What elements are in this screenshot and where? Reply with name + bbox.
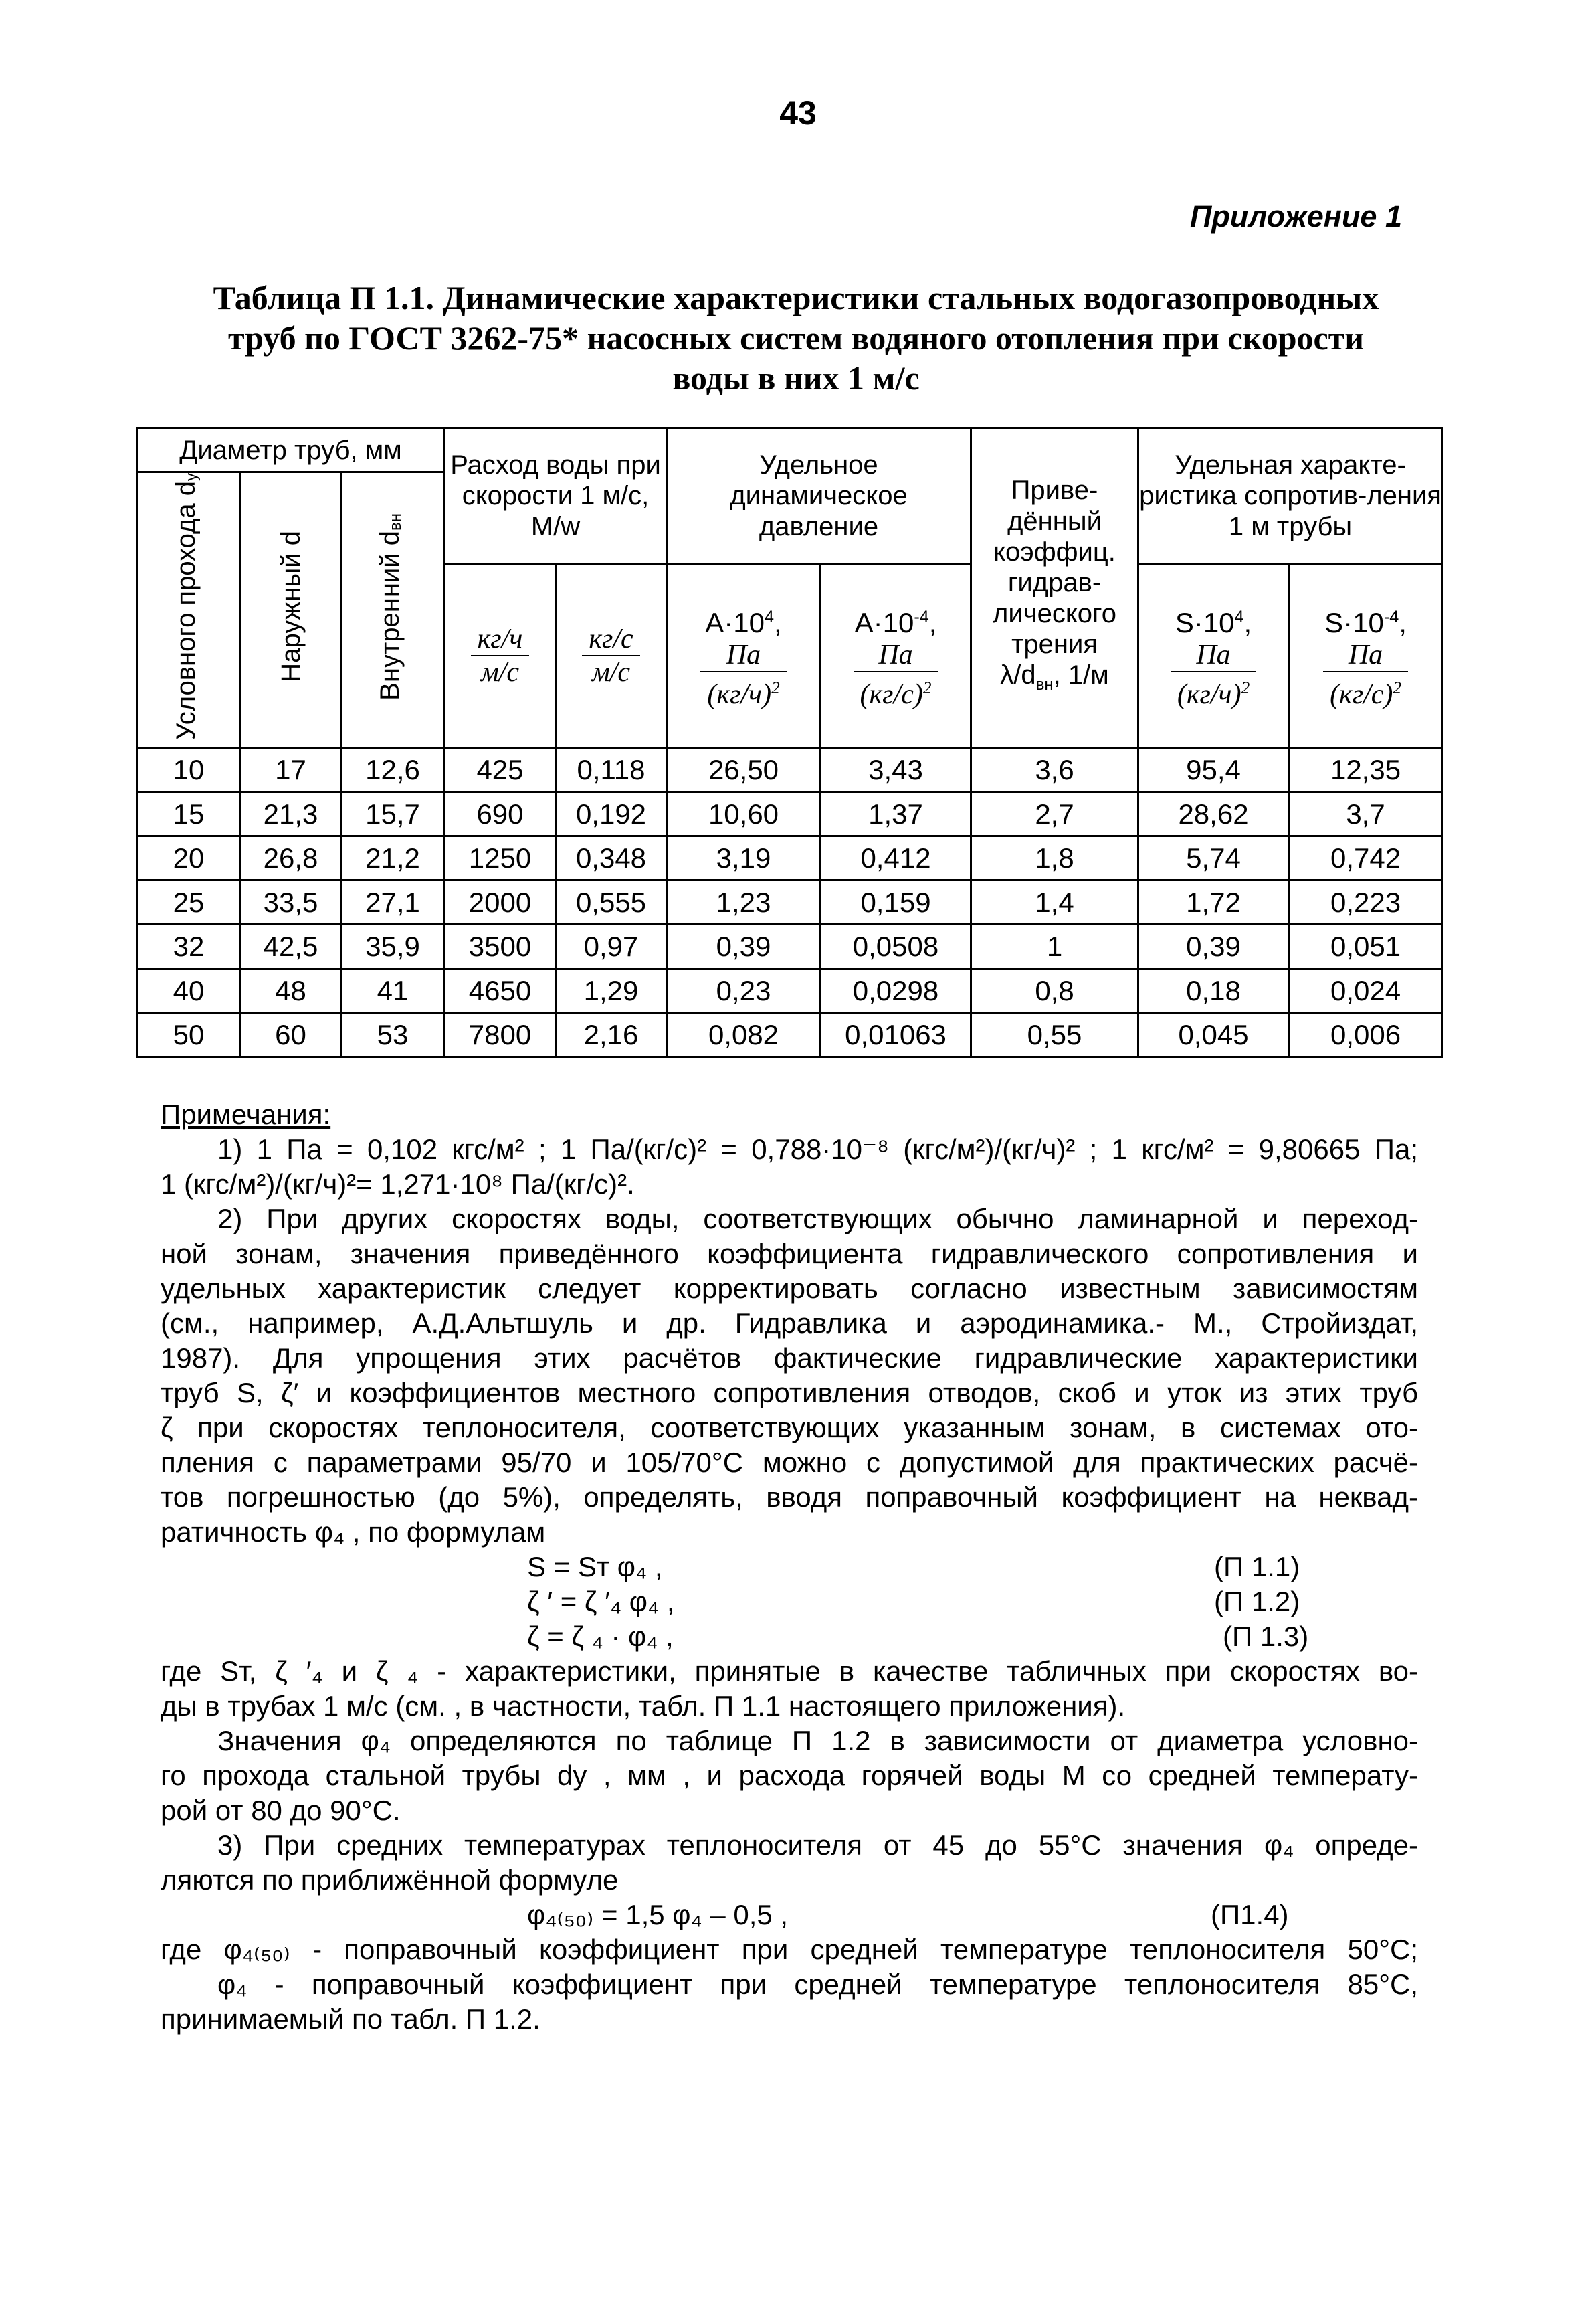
table-cell: 3,19 — [667, 836, 821, 881]
table-cell: 25 — [137, 881, 241, 925]
note-line: пления с параметрами 95/70 и 105/70°С можно с допустимой для практических расчё- — [161, 1447, 1418, 1478]
table-cell: 2000 — [445, 881, 556, 925]
table-cell: 0,024 — [1289, 969, 1443, 1013]
table-row — [137, 1013, 1443, 1057]
diameter-group-header: Диаметр труб, мм — [137, 428, 445, 472]
formula-expression: ζ ′ = ζ ′₄ φ₄ , — [527, 1586, 675, 1617]
table-title-line: Таблица П 1.1. Динамические характеристики стальных водогазопроводных — [213, 279, 1379, 316]
flow-kgh-header: $\frac{кг/ч}{м/с}$ — [445, 564, 556, 748]
table-cell: 0,18 — [1138, 969, 1289, 1013]
note-line: где Sт, ζ ′₄ и ζ ₄ - характеристики, принятые в качестве табличных при скоростях во- — [161, 1655, 1418, 1687]
data-table — [136, 427, 1443, 1058]
table-cell: 0,412 — [821, 836, 971, 881]
table-cell: 0,23 — [667, 969, 821, 1013]
friction-unit: $\lambda/d_{вн}$, 1/м — [1000, 660, 1109, 694]
table-cell: 10 — [137, 748, 241, 792]
table-cell: 33,5 — [241, 881, 341, 925]
note-values — [161, 1724, 1418, 1793]
table-body — [137, 748, 1443, 1057]
table-cell: 21,3 — [241, 792, 341, 836]
formula-row — [161, 1619, 1418, 1654]
note-line: 1) 1 Па = 0,102 кгс/м² ; 1 Па/(кг/с)² = 0,788·10⁻⁸ (кгс/м²)/(кг/ч)² ; 1 кгс/м² = 9,80665 Па; — [217, 1133, 1418, 1165]
notes — [161, 1097, 1418, 2037]
table-cell: 0,348 — [556, 836, 667, 881]
note-line: где φ₄₍₅₀₎ - поправочный коэффициент при средней температуре теплоносителя 50°С; — [161, 1934, 1418, 1965]
note-line: ляются по приближённой формуле — [161, 1864, 619, 1896]
table-cell: 1,37 — [821, 792, 971, 836]
table-row — [137, 748, 1443, 792]
table-cell: 4650 — [445, 969, 556, 1013]
note-line: Значения φ₄ определяются по таблице П 1.2 в зависимости от диаметра условно- — [217, 1725, 1418, 1756]
formula-ref: (П 1.2) — [1214, 1586, 1300, 1617]
table-cell: 10,60 — [667, 792, 821, 836]
table-cell: 0,118 — [556, 748, 667, 792]
formula-expression: ζ = ζ ₄ · φ₄ , — [527, 1621, 674, 1652]
table-cell: 0,0298 — [821, 969, 971, 1013]
pressure-group-header: Удельное динамическое давление — [667, 428, 971, 564]
table-cell: 32 — [137, 925, 241, 969]
col-inner-header: Внутренний $d_{вн}$ — [341, 472, 445, 748]
formula-row — [161, 1898, 1418, 1932]
a-neg-header: $А\cdot 10^{-4}$, $\frac{Па}{(кг/с)^2}$ — [821, 564, 971, 748]
table-cell: 0,082 — [667, 1013, 821, 1057]
formula-expression: S = Sт φ₄ , — [527, 1551, 663, 1582]
note-line: 3) При средних температурах теплоносителя от 45 до 55°С значения φ₄ опреде- — [217, 1829, 1418, 1861]
table-title-line: труб по ГОСТ 3262-75* насосных систем водяного отопления при скорости — [227, 319, 1365, 357]
formula-row — [161, 1550, 1418, 1584]
s-pos-header: $S\cdot 10^4$, $\frac{Па}{(кг/ч)^2}$ — [1138, 564, 1289, 748]
table-cell: 1,8 — [971, 836, 1138, 881]
note-line: 1987). Для упрощения этих расчётов фактические гидравлические характеристики — [161, 1342, 1418, 1374]
table-cell: 0,0508 — [821, 925, 971, 969]
table-cell: 0,051 — [1289, 925, 1443, 969]
table-cell: 15 — [137, 792, 241, 836]
note-line: принимаемый по табл. П 1.2. — [161, 2003, 540, 2035]
table-cell: 0,97 — [556, 925, 667, 969]
table-cell: 0,39 — [667, 925, 821, 969]
table-title — [174, 278, 1418, 398]
note-line: φ₄ - поправочный коэффициент при средней температуре теплоносителя 85°С, — [217, 1968, 1418, 2000]
table-cell: 1250 — [445, 836, 556, 881]
table-cell: 40 — [137, 969, 241, 1013]
table-cell: 12,6 — [341, 748, 445, 792]
note-line: 2) При других скоростях воды, соответствующих обычно ламинарной и переход- — [217, 1203, 1418, 1234]
table-cell: 48 — [241, 969, 341, 1013]
table-row — [137, 836, 1443, 881]
formula-ref: (П 1.3) — [1223, 1621, 1309, 1652]
table-cell: 12,35 — [1289, 748, 1443, 792]
table-cell: 15,7 — [341, 792, 445, 836]
note-line: труб S, ζ′ и коэффициентов местного сопротивления отводов, скоб и уток из этих труб — [161, 1377, 1418, 1408]
table-cell: 5,74 — [1138, 836, 1289, 881]
table-cell: 17 — [241, 748, 341, 792]
table-row — [137, 969, 1443, 1013]
table-cell: 0,55 — [971, 1013, 1138, 1057]
table-row — [137, 881, 1443, 925]
note-line: (см., например, А.Д.Альтшуль и др. Гидравлика и аэродинамика.- М., Стройиздат, — [161, 1307, 1418, 1339]
formula-row — [161, 1584, 1418, 1619]
table-cell: 2,16 — [556, 1013, 667, 1057]
table-cell: 1,4 — [971, 881, 1138, 925]
table-cell: 3,6 — [971, 748, 1138, 792]
note-line: ратичность φ₄ , по формулам — [161, 1516, 546, 1548]
table-cell: 21,2 — [341, 836, 445, 881]
table-cell: 1,29 — [556, 969, 667, 1013]
table-cell: 1,72 — [1138, 881, 1289, 925]
note-line: ной зонам, значения приведённого коэффициента гидравлического сопротивления и — [161, 1238, 1418, 1269]
table-cell: 41 — [341, 969, 445, 1013]
table-cell: 1 — [971, 925, 1138, 969]
notes-heading: Примечания: — [161, 1099, 331, 1130]
table-cell: 0,223 — [1289, 881, 1443, 925]
appendix-label: Приложение 1 — [1189, 199, 1402, 234]
table-cell: 0,39 — [1138, 925, 1289, 969]
table-cell: 7800 — [445, 1013, 556, 1057]
note-2 — [161, 1202, 1418, 1515]
formula-ref: (П1.4) — [1211, 1899, 1289, 1930]
table-cell: 0,006 — [1289, 1013, 1443, 1057]
friction-group-label: Приве-дённый коэффиц. гидрав-лического трения — [993, 476, 1116, 659]
formula-ref: (П 1.1) — [1214, 1551, 1300, 1582]
table-cell: 60 — [241, 1013, 341, 1057]
table-cell: 27,1 — [341, 881, 445, 925]
table-cell: 2,7 — [971, 792, 1138, 836]
col-conditional-header: Условного прохода $d_у$ — [137, 472, 241, 748]
friction-header — [971, 428, 1138, 748]
resistance-group-header: Удельная характе-ристика сопротив-ления 1 м трубы — [1138, 428, 1443, 564]
table-cell: 95,4 — [1138, 748, 1289, 792]
table-cell: 26,50 — [667, 748, 821, 792]
flow-group-header: Расход воды при скорости 1 м/с, M/w — [445, 428, 667, 564]
table-cell: 425 — [445, 748, 556, 792]
table-cell: 3,7 — [1289, 792, 1443, 836]
table-cell: 42,5 — [241, 925, 341, 969]
table-cell: 690 — [445, 792, 556, 836]
table-cell: 28,62 — [1138, 792, 1289, 836]
s-neg-header: $S\cdot 10^{-4}$, $\frac{Па}{(кг/с)^2}$ — [1289, 564, 1443, 748]
col-outer-header: Наружный d — [241, 472, 341, 748]
table-cell: 3500 — [445, 925, 556, 969]
table-cell: 53 — [341, 1013, 445, 1057]
table-cell: 3,43 — [821, 748, 971, 792]
table-row — [137, 925, 1443, 969]
table-title-line: воды в них 1 м/с — [672, 359, 920, 397]
flow-kgs-header: $\frac{кг/с}{м/с}$ — [556, 564, 667, 748]
table-cell: 0,159 — [821, 881, 971, 925]
note-line: ды в трубах 1 м/с (см. , в частности, табл. П 1.1 настоящего приложения). — [161, 1690, 1126, 1722]
note-line: го прохода стальной трубы dу , мм , и расхода горячей воды М со средней температу- — [161, 1760, 1418, 1791]
formula-expression: φ₄₍₅₀₎ = 1,5 φ₄ – 0,5 , — [527, 1899, 789, 1930]
table-cell: 0,742 — [1289, 836, 1443, 881]
page-number: 43 — [779, 94, 817, 132]
table-cell: 20 — [137, 836, 241, 881]
table-cell: 0,8 — [971, 969, 1138, 1013]
table-cell: 1,23 — [667, 881, 821, 925]
table-cell: 35,9 — [341, 925, 445, 969]
table-cell: 0,01063 — [821, 1013, 971, 1057]
note-line: удельных характеристик следует корректировать согласно известным зависимостям — [161, 1273, 1418, 1304]
note-line: тов погрешностью (до 5%), определять, вводя поправочный коэффициент на неквад- — [161, 1481, 1418, 1513]
a-pos-header: $А\cdot 10^4$, $\frac{Па}{(кг/ч)^2}$ — [667, 564, 821, 748]
table-row — [137, 792, 1443, 836]
note-line: рой от 80 до 90°С. — [161, 1795, 401, 1826]
table-cell: 0,045 — [1138, 1013, 1289, 1057]
table-cell: 0,192 — [556, 792, 667, 836]
table-cell: 50 — [137, 1013, 241, 1057]
table-cell: 26,8 — [241, 836, 341, 881]
note-line: 1 (кгс/м²)/(кг/ч)²= 1,271·10⁸ Па/(кг/с)². — [161, 1168, 635, 1200]
table-cell: 0,555 — [556, 881, 667, 925]
note-line: ζ при скоростях теплоносителя, соответствующих указанным зонам, в системах ото- — [161, 1412, 1418, 1443]
